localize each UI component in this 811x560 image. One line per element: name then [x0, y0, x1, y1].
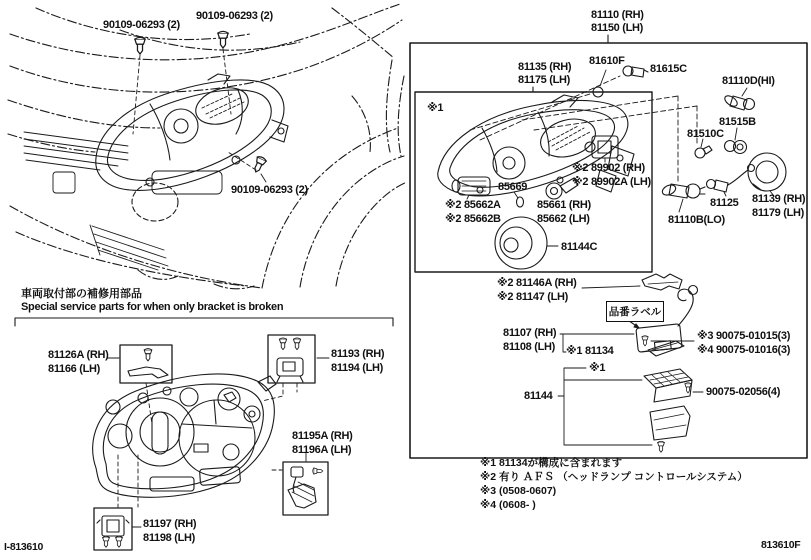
part-label-85669: 85669	[498, 181, 528, 193]
part-label-81144: 81144	[524, 390, 553, 402]
part-label-81193: 81193 (RH)	[331, 348, 385, 360]
part-number-label-tag: 品番ラベル	[606, 301, 664, 322]
part-label-81196A: 81196A (LH)	[292, 444, 352, 456]
part-label-81108: 81108 (LH)	[503, 341, 556, 353]
part-label-81125: 81125	[710, 197, 739, 209]
headlamp-front-sketch	[96, 74, 288, 190]
marker-main: ※1	[427, 102, 444, 114]
sheet-id-left: I-813610	[4, 541, 44, 553]
part-label-81144C: 81144C	[561, 241, 598, 253]
part-label-81110D: 81110D(HI)	[722, 75, 775, 87]
bolt-label-2: 90109-06293 (2)	[196, 10, 273, 22]
part-label-90075-01015: ※3 90075-01015(3)	[697, 330, 791, 342]
part-label-81166: 81166 (LH)	[48, 363, 101, 375]
part-label-81107: 81107 (RH)	[503, 327, 557, 339]
sheet-id-right: 813610F	[761, 539, 801, 551]
part-label-85662A: ※2 85662A	[445, 199, 501, 211]
note-3: ※3 (0508-0607)	[480, 485, 557, 497]
part-label-90075-01016: ※4 90075-01016(3)	[697, 344, 791, 356]
part-label-89902: ※2 89902 (RH)	[572, 162, 645, 174]
part-label-81195A: 81195A (RH)	[292, 430, 353, 442]
part-label-90075-02056: 90075-02056(4)	[706, 386, 781, 398]
note-2: ※2 有り ＡＦＳ （ヘッドランプ コントロールシステム）	[480, 471, 748, 483]
assembly-label-lh: 81150 (LH)	[591, 22, 644, 34]
part-label-81139: 81139 (RH)	[752, 193, 806, 205]
note-1: ※1 81134が構成に含まれます	[480, 457, 623, 469]
bolt-label-3: 90109-06293 (2)	[231, 184, 308, 196]
service-title-en: Special service parts for when only bracket is broken	[21, 301, 284, 313]
part-label-81147: ※2 81147 (LH)	[497, 291, 568, 303]
part-label-81134: ※1 81134	[566, 345, 614, 357]
part-label-81146A: ※2 81146A (RH)	[497, 277, 577, 289]
part-label-81175: 81175 (LH)	[518, 74, 571, 86]
service-title-jp: 車両取付部の補修用部品	[21, 288, 142, 300]
part-label-81135: 81135 (RH)	[518, 61, 572, 73]
part-label-81610F: 81610F	[589, 55, 625, 67]
part-label-81110B: 81110B(LO)	[668, 214, 725, 226]
part-label-89902A: ※2 89902A (LH)	[572, 176, 651, 188]
part-label-81615C: 81615C	[650, 63, 687, 75]
part-label-81179: 81179 (LH)	[752, 207, 805, 219]
part-label-85662: 85662 (LH)	[537, 213, 590, 225]
part-label-81194: 81194 (LH)	[331, 362, 384, 374]
part-label-85662B: ※2 85662B	[445, 213, 501, 225]
note-4: ※4 (0608- )	[480, 499, 536, 511]
bolt-label-1: 90109-06293 (2)	[103, 19, 180, 31]
part-label-81515B: 81515B	[719, 116, 756, 128]
part-label-85661: 85661 (RH)	[537, 199, 591, 211]
assembly-label-rh: 81110 (RH)	[591, 9, 644, 21]
part-label-81126A: 81126A (RH)	[48, 349, 109, 361]
part-label-81198: 81198 (LH)	[143, 532, 196, 544]
vehicle-sketch	[8, 4, 407, 289]
marker-sub: ※1	[589, 362, 606, 374]
part-label-81197: 81197 (RH)	[143, 518, 197, 530]
part-label-81510C: 81510C	[687, 128, 724, 140]
vehicle-grille-sketch	[24, 132, 222, 270]
